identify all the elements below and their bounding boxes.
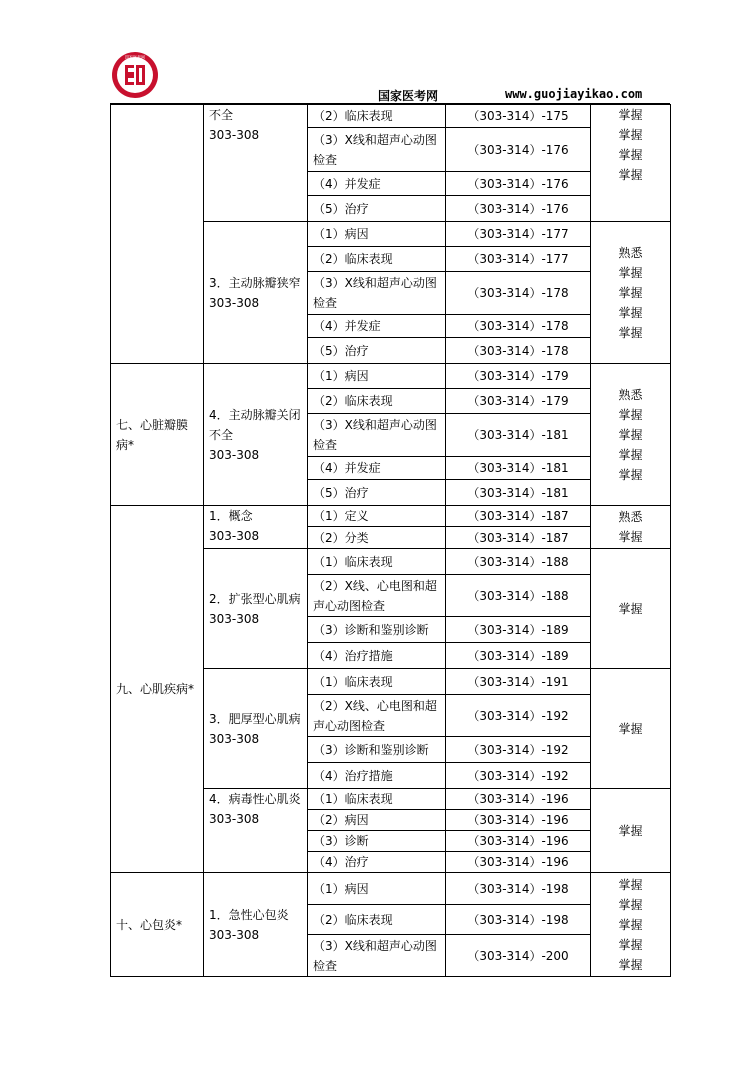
subsection-cell bbox=[204, 789, 308, 873]
requirement-level: 熟悉 bbox=[618, 510, 643, 524]
subsection-cell bbox=[204, 364, 308, 506]
topic-cell: （4）治疗措施 bbox=[308, 763, 446, 789]
page-ref-cell: （303-314）-176 bbox=[446, 196, 591, 222]
page-ref-cell: （303-314）-198 bbox=[446, 873, 591, 905]
subsection-code: 303-308 bbox=[209, 295, 260, 310]
subsection-cell bbox=[204, 506, 308, 549]
page-ref-cell: （303-314）-181 bbox=[446, 414, 591, 457]
logo-icon bbox=[110, 50, 160, 100]
requirement-level: 掌握 bbox=[618, 407, 643, 422]
requirement-level: 掌握 bbox=[618, 148, 643, 162]
page-ref-cell: （303-314）-175 bbox=[446, 105, 591, 128]
requirement-level: 掌握 bbox=[618, 467, 643, 482]
subsection-label: 3．肥厚型心肌病 bbox=[209, 711, 301, 726]
table-row bbox=[111, 364, 671, 389]
page-ref-cell: （303-314）-198 bbox=[446, 905, 591, 935]
requirement-level: 掌握 bbox=[618, 108, 643, 122]
requirement-cell bbox=[591, 105, 671, 222]
topic-cell: （1）临床表现 bbox=[308, 669, 446, 695]
subsection-label: 3．主动脉瓣狭窄 bbox=[209, 275, 301, 290]
page-ref-cell: （303-314）-176 bbox=[446, 128, 591, 172]
topic-cell: （4）并发症 bbox=[308, 457, 446, 480]
requirement-cell bbox=[591, 222, 671, 364]
subsection-code: 303-308 bbox=[209, 812, 260, 826]
page-ref-cell: （303-314）-188 bbox=[446, 549, 591, 575]
page-ref-cell: （303-314）-178 bbox=[446, 338, 591, 364]
topic-cell: （1）临床表现 bbox=[308, 549, 446, 575]
requirement-level: 掌握 bbox=[618, 877, 643, 892]
page-ref-cell: （303-314）-196 bbox=[446, 852, 591, 873]
page-ref-cell: （303-314）-192 bbox=[446, 763, 591, 789]
requirement-level: 掌握 bbox=[618, 897, 643, 912]
site-url[interactable]: www.guojiayikao.com bbox=[505, 87, 643, 101]
page-ref-cell: （303-314）-187 bbox=[446, 527, 591, 549]
subsection-code: 303-308 bbox=[209, 611, 260, 626]
requirement-level: 掌握 bbox=[618, 937, 643, 952]
table-row bbox=[111, 105, 671, 128]
subsection-cell bbox=[204, 669, 308, 789]
section-cell: 十、心包炎* bbox=[111, 873, 204, 977]
requirement-level: 掌握 bbox=[618, 285, 643, 300]
requirement-level: 掌握 bbox=[618, 325, 643, 340]
subsection-code: 303-308 bbox=[209, 731, 260, 746]
page-ref-cell: （303-314）-192 bbox=[446, 737, 591, 763]
subsection-code: 303-308 bbox=[209, 927, 260, 942]
page-ref-cell: （303-314）-181 bbox=[446, 480, 591, 506]
page-ref-cell: （303-314）-191 bbox=[446, 669, 591, 695]
topic-cell: （4）治疗措施 bbox=[308, 643, 446, 669]
logo-text: 国家医考网 bbox=[125, 54, 145, 60]
page-ref-cell: （303-314）-196 bbox=[446, 810, 591, 831]
page-ref-cell: （303-314）-188 bbox=[446, 575, 591, 617]
subsection-label: 4．病毒性心肌炎 bbox=[209, 792, 301, 806]
subsection-code: 303-308 bbox=[209, 447, 260, 462]
subsection-code: 303-308 bbox=[209, 529, 260, 543]
topic-cell: （2）分类 bbox=[308, 527, 446, 549]
requirement-level: 掌握 bbox=[618, 305, 643, 320]
topic-cell: （5）治疗 bbox=[308, 338, 446, 364]
subsection-label: 1．概念 bbox=[209, 509, 253, 523]
requirement-level: 掌握 bbox=[618, 823, 643, 838]
topic-cell: （2）临床表现 bbox=[308, 905, 446, 935]
requirement-level: 掌握 bbox=[618, 721, 643, 736]
page-ref-cell: （303-314）-192 bbox=[446, 695, 591, 737]
requirement-cell bbox=[591, 789, 671, 873]
page-ref-cell: （303-314）-177 bbox=[446, 222, 591, 247]
topic-cell: （3）X线和超声心动图检查 bbox=[308, 414, 446, 457]
topic-cell: （3）X线和超声心动图检查 bbox=[308, 935, 446, 977]
requirement-cell bbox=[591, 506, 671, 549]
topic-cell: （4）治疗 bbox=[308, 852, 446, 873]
page-ref-cell: （303-314）-177 bbox=[446, 247, 591, 272]
topic-cell: （3）诊断和鉴别诊断 bbox=[308, 737, 446, 763]
page-ref-cell: （303-314）-200 bbox=[446, 935, 591, 977]
topic-cell: （1）病因 bbox=[308, 873, 446, 905]
topic-cell: （1）定义 bbox=[308, 506, 446, 527]
section-cell bbox=[111, 105, 204, 364]
page-ref-cell: （303-314）-189 bbox=[446, 617, 591, 643]
page-ref-cell: （303-314）-181 bbox=[446, 457, 591, 480]
subsection-cell bbox=[204, 105, 308, 222]
requirement-level: 掌握 bbox=[618, 427, 643, 442]
topic-cell: （3）诊断和鉴别诊断 bbox=[308, 617, 446, 643]
topic-cell: （4）并发症 bbox=[308, 172, 446, 196]
topic-cell: （2）病因 bbox=[308, 810, 446, 831]
section-cell: 七、心脏瓣膜病* bbox=[111, 364, 204, 506]
page-ref-cell: （303-314）-187 bbox=[446, 506, 591, 527]
subsection-label: 不全 bbox=[209, 108, 234, 122]
topic-cell: （2）X线、心电图和超声心动图检查 bbox=[308, 695, 446, 737]
page-ref-cell: （303-314）-178 bbox=[446, 315, 591, 338]
requirement-level: 熟悉 bbox=[618, 245, 643, 260]
subsection-code: 303-308 bbox=[209, 128, 260, 142]
topic-cell: （2）X线、心电图和超声心动图检查 bbox=[308, 575, 446, 617]
subsection-cell bbox=[204, 222, 308, 364]
topic-cell: （5）治疗 bbox=[308, 480, 446, 506]
syllabus-table bbox=[110, 104, 671, 977]
subsection-cell bbox=[204, 873, 308, 977]
topic-cell: （1）病因 bbox=[308, 364, 446, 389]
topic-cell: （3）X线和超声心动图检查 bbox=[308, 272, 446, 315]
subsection-label: 4．主动脉瓣关闭不全 bbox=[209, 407, 301, 442]
topic-cell: （5）治疗 bbox=[308, 196, 446, 222]
topic-cell: （1）病因 bbox=[308, 222, 446, 247]
page-ref-cell: （303-314）-189 bbox=[446, 643, 591, 669]
requirement-level: 掌握 bbox=[618, 265, 643, 280]
subsection-cell bbox=[204, 549, 308, 669]
requirement-cell bbox=[591, 669, 671, 789]
topic-cell: （1）临床表现 bbox=[308, 789, 446, 810]
subsection-label: 2．扩张型心肌病 bbox=[209, 591, 301, 606]
page-ref-cell: （303-314）-179 bbox=[446, 364, 591, 389]
requirement-level: 掌握 bbox=[618, 447, 643, 462]
page-ref-cell: （303-314）-178 bbox=[446, 272, 591, 315]
site-name: 国家医考网 bbox=[378, 89, 439, 103]
topic-cell: （2）临床表现 bbox=[308, 389, 446, 414]
topic-cell: （2）临床表现 bbox=[308, 105, 446, 128]
page-ref-cell: （303-314）-196 bbox=[446, 831, 591, 852]
subsection-label: 1．急性心包炎 bbox=[209, 907, 289, 922]
requirement-level: 掌握 bbox=[618, 530, 643, 544]
topic-cell: （3）X线和超声心动图检查 bbox=[308, 128, 446, 172]
page-ref-cell: （303-314）-176 bbox=[446, 172, 591, 196]
page-ref-cell: （303-314）-179 bbox=[446, 389, 591, 414]
page-ref-cell: （303-314）-196 bbox=[446, 789, 591, 810]
table-row bbox=[111, 873, 671, 905]
requirement-level: 掌握 bbox=[618, 168, 643, 182]
topic-cell: （4）并发症 bbox=[308, 315, 446, 338]
topic-cell: （3）诊断 bbox=[308, 831, 446, 852]
requirement-cell bbox=[591, 364, 671, 506]
requirement-cell bbox=[591, 549, 671, 669]
requirement-level: 掌握 bbox=[618, 917, 643, 932]
requirement-level: 掌握 bbox=[618, 601, 643, 616]
requirement-level: 掌握 bbox=[618, 128, 643, 142]
requirement-cell bbox=[591, 873, 671, 977]
requirement-level: 熟悉 bbox=[618, 387, 643, 402]
section-cell: 九、心肌疾病* bbox=[111, 506, 204, 873]
topic-cell: （2）临床表现 bbox=[308, 247, 446, 272]
table-row bbox=[111, 506, 671, 527]
requirement-level: 掌握 bbox=[618, 957, 643, 972]
